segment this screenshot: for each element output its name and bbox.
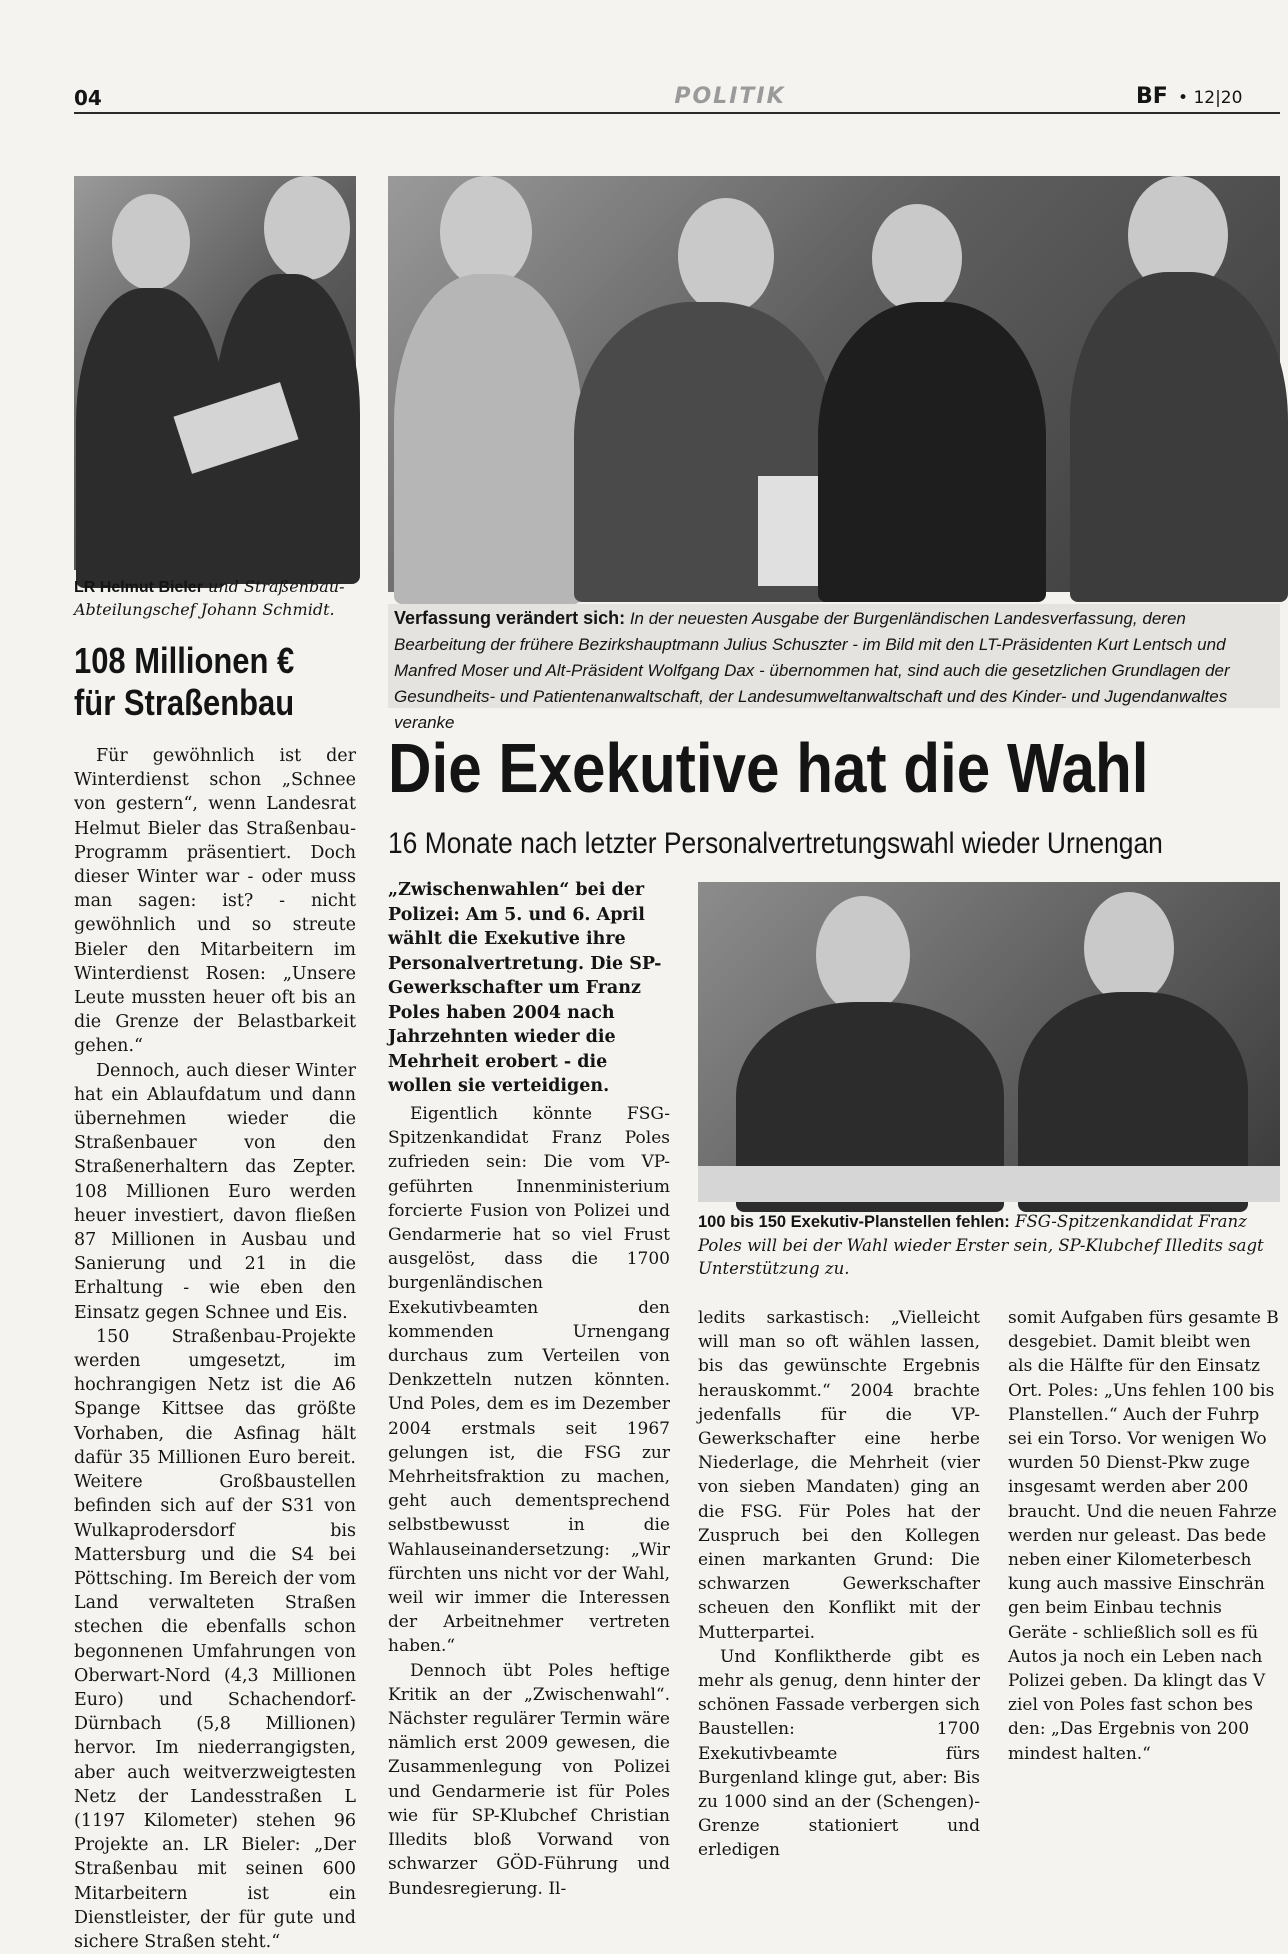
section-label: POLITIK	[674, 84, 786, 109]
caption-rest: FSG-Spitzenkandidat Franz Poles will bei der Wahl wieder Erster sein, SP-Klubchef Illedits sagt Unterstützung zu.	[698, 1212, 1264, 1278]
main-column-3	[1008, 1306, 1280, 1764]
brand-logo: BF	[1136, 84, 1168, 109]
photo-mid-caption	[698, 1210, 1280, 1282]
main-column-1	[388, 1102, 670, 1899]
left-paragraph-3: 150 Straßenbau-Projekte werden umgesetzt, im hochrangigen Netz ist die A6 Spange Kittsee das größte Vorhaben, die Asfinag hält dafür 35 Millionen Euro bereit. Weitere Großbaustellen befinden sich auf der S31 von Wulkaprodersdorf bis Mattersburg und die S4 bei Pöttsching. Im Bereich der vom Land verwalteten Straßen stechen die ebenfalls schon begonnenen Umfahrungen von Oberwart-Nord (4,3 Millionen Euro) und Schachendorf-Dürnbach (5,8 Millionen) hervor. Im niederrangigsten, aber auch weitverzweigtesten Netz der Landesstraßen L (1197 Kilometer) stehen 96 Projekte an. LR Bieler: „Der Straßenbau mit seinen 600 Mitarbeitern ist ein Dienstleister, der für gute und sichere Straßen steht.“	[74, 1326, 356, 1952]
main-lead: „Zwischenwahlen“ bei der Polizei: Am 5. und 6. April wählt die Exekutive ihre Personalvertretung. Die SP-Gewerkschafter um Franz Poles haben 2004 nach Jahrzehnten wieder die Mehrheit erobert - die wollen sie verteidigen.	[388, 880, 662, 1096]
main-col2-paragraph-1: ledits sarkastisch: „Vielleicht will man so oft wählen lassen, bis das gewünschte Ergebnis herauskommt.“ 2004 brachte jedenfalls für die VP-Gewerkschafter eine herbe Niederlage, die Mehrheit (vier von sieben Mandaten) ging an die FSG. Für Poles hat der Zuspruch bei den Kollegen einen markanten Grund: Die schwarzen Gewerkschafter scheuen den Konflikt mit der Mutterpartei.	[698, 1308, 980, 1643]
main-col2-paragraph-2: Und Konfliktherde gibt es mehr als genug, denn hinter der schönen Fassade verbergen sich Baustellen: 1700 Exekutivbeamte fürs Burgenland klinge gut, aber: Bis zu 1000 sind an der (Schengen)-Grenze stationiert und erledigen	[698, 1646, 980, 1861]
photo-person-body	[1070, 272, 1288, 602]
photo-left-caption	[74, 576, 360, 621]
photo-person-head	[872, 204, 962, 312]
caption-rest: und Straßenbau-Abteilungschef Johann Schmidt.	[74, 577, 345, 619]
page-header	[0, 0, 1280, 120]
main-col1-paragraph-1: Eigentlich könnte FSG-Spitzenkandidat Franz Poles zufrieden sein: Die vom VP-geführten Innenministerium forcierte Fusion von Polizei und Gendarmerie hat so viel Frust ausgelöst, dass die 1700 burgenländischen Exekutivbeamten den kommenden Urnengang durchaus zum Verteilen von Denkzetteln nutzen könnten. Und Poles, dem es im Dezember 2004 erstmals seit 1967 gelungen ist, die FSG zur Mehrheitsfraktion zu machen, geht auch dementsprechend selbstbewusst in die Wahlauseinandersetzung: „Wir fürchten uns nicht vor der Wahl, weil wir immer die Interessen der Arbeitnehmer vertreten haben.“	[388, 1104, 670, 1657]
issue-number	[1178, 88, 1242, 108]
photo-person-head	[264, 176, 350, 280]
main-col1-paragraph-2: Dennoch übt Poles heftige Kritik an der „Zwischenwahl“. Nächster regulärer Termin wäre nämlich erst 2009 gewesen, die Zusammenlegung von Polizei und Gendarmerie ist für Poles wie für SP-Klubchef Christian Illedits bloß Vorwand von schwarzer GÖD-Führung und Bundesregierung. Il-	[388, 1660, 670, 1899]
photo-person-body	[818, 302, 1046, 602]
photo-poles-illedits	[698, 882, 1280, 1202]
left-headline: 108 Millionen € für Straßenbau	[74, 640, 295, 723]
caption-lead: 100 bis 150 Exekutiv-Planstellen fehlen:	[698, 1213, 1010, 1231]
photo-person-head	[1084, 892, 1174, 1004]
photo-person-head	[112, 194, 190, 290]
photo-person-head	[440, 176, 532, 288]
caption-lead: LR Helmut Bieler	[74, 579, 203, 596]
left-article-body	[74, 744, 356, 1952]
subheadline-text: 16 Monate nach letzter Personalvertretungswahl wieder Urnengan	[388, 827, 1163, 860]
photo-table	[698, 1166, 1280, 1202]
photo-person-head	[678, 198, 774, 314]
photo-bieler-schmidt	[74, 176, 356, 570]
photo-person-head	[816, 896, 910, 1014]
photo-verfassung	[388, 176, 1280, 592]
main-headline-text: Die Exekutive hat die Wahl	[388, 729, 1149, 807]
subheadline	[388, 826, 1280, 862]
left-paragraph-2: Dennoch, auch dieser Winter hat ein Ablaufdatum und dann übernehmen wieder die Straßenbauer von den Straßenerhaltern das Zepter. 108 Millionen Euro werden heuer investiert, davon fließen 87 Millionen in Ausbau und Sanierung und 21 in die Erhaltung - wie eben den Einsatz gegen Schnee und Eis.	[74, 1060, 356, 1323]
main-column-2	[698, 1306, 980, 1861]
left-paragraph-1: Für gewöhnlich ist der Winterdienst schon „Schnee von gestern“, wenn Landesrat Helmut Bieler das Straßenbau-Programm präsentiert. Doch dieser Winter war - oder muss man sagen: ist? - nicht gewöhnlich und so streute Bieler den Mitarbeitern im Winterdienst Rosen: „Unsere Leute mussten heuer oft bis an die Grenze der Belastbarkeit gehen.“	[74, 746, 356, 1057]
main-col3-paragraph-1: somit Aufgaben fürs gesamte B desgebiet. Damit bleibt wen als die Hälfte für den Einsatz Ort. Poles: „Uns fehlen 100 bis Planstellen.“ Auch der Fuhrp sei ein Torso. Vor wenigen Wo wurden 50 Dienst-Pkw zuge insgesamt werden aber 200 braucht. Und die neuen Fahrze werden nur geleast. Das bede neben einer Kilometerbesch kung auch massive Einschrän gen beim Einbau technis Geräte - schließlich soll es fü Autos ja noch ein Leben nach Polizei geben. Da klingt das V ziel von Poles fast schon bes den: „Das Ergebnis von 200 mindest halten.“	[1008, 1308, 1279, 1764]
header-rule	[74, 112, 1280, 114]
caption-lead: Verfassung verändert sich:	[394, 608, 626, 628]
page-number: 04	[74, 86, 102, 110]
caption-rest: In der neuesten Ausgabe der Burgenländischen Landesverfassung, deren Bearbeitung der frühere Bezirkshauptmann Julius Schuszter - im Bild mit den LT-Präsidenten Kurt Lentsch und Manfred Moser und Alt-Präsident Wolfgang Dax - übernommen hat, sind auch die gesetzlichen Grundlagen der Gesundheits- und Patientenanwaltschaft, der Landesumweltanwaltschaft und des Kinder- und Jugendanwaltes veranke	[394, 609, 1230, 732]
photo-top-caption	[388, 604, 1280, 732]
bullet: •	[1178, 88, 1189, 108]
photo-person-body	[394, 274, 582, 604]
issue-label: 12|20	[1193, 88, 1243, 108]
main-headline	[388, 728, 1280, 808]
